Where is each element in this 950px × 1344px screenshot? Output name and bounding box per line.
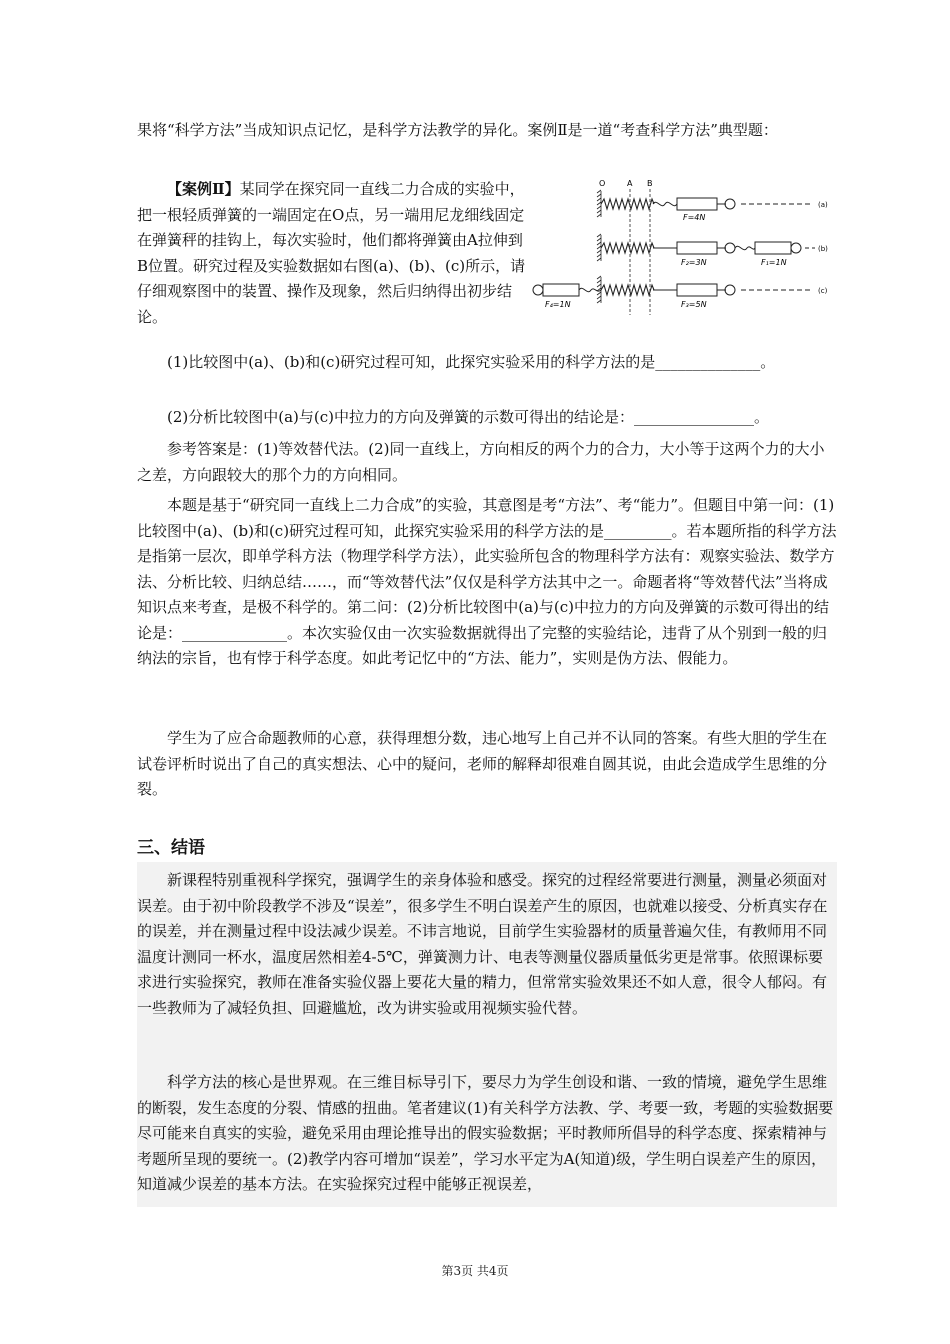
page-footer: 第3页 共4页 (441, 1264, 509, 1278)
intro-paragraph: 果将“科学方法”当成知识点记忆，是科学方法教学的异化。案例Ⅱ是一道“考查科学方法”典型题： (137, 121, 778, 139)
point-label-a: A (627, 179, 633, 188)
row-label-a: (a) (818, 201, 828, 209)
analysis-paragraph: 本题是基于“研究同一直线上二力合成”的实验，其意图是考“方法”、考“能力”。但题目中第一问：(1)比较图中(a)、(b)和(c)研究过程可知，此探究实验采用的科学方法的是_________。若本题所指的科学方法是指第一层次，即单学科方法（物理学科学方法），此实验所包含的物理科学方法有：观察实验法、数学方法、分析比较、归纳总结……，而“等效替代法”仅仅是科学方法其中之一。命题者将“等效替代法”当将成知识点来考查，是极不科学的。第二问：(2)分析比较图中(a)与(c)中拉力的方向及弹簧的示数可得出的结论是：______________。本次实验仅由一次实验数据就得出了完整的实验结论，违背了从个别到一般的归纳法的宗旨，也有悖于科学态度。如此考记忆中的“方法、能力”，实则是伪方法、假能力。 (137, 496, 837, 667)
row-label-b: (b) (818, 245, 828, 253)
section-heading: 三、结语 (137, 838, 205, 858)
force-label-f1: F₁=1N (761, 258, 787, 267)
force-label-f: F=4N (683, 213, 706, 222)
force-label-f3: F₃=5N (681, 300, 707, 309)
force-label-f2: F₂=3N (681, 258, 707, 267)
case-paragraph (137, 177, 527, 330)
force-label-f4: F₄=1N (545, 300, 571, 309)
students-paragraph: 学生为了应合命题教师的心意，获得理想分数，违心地写上自己并不认同的答案。有些大胆的学生在试卷评析时说出了自己的真实想法、心中的疑问，老师的解释却很难自圆其说，由此会造成学生思维的分裂。 (137, 729, 828, 798)
case-body: 某同学在探究同一直线二力合成的实验中，把一根轻质弹簧的一端固定在O点，另一端用尼龙细线固定在弹簧秤的挂钩上，每次实验时，他们都将弹簧由A拉伸到B位置。研究过程及实验数据如右图(a)、(b)、(c)所示，请仔细观察图中的装置、操作及现象，然后归纳得出初步结论。 (137, 180, 526, 326)
point-label-b: B (647, 179, 653, 188)
conclusion-paragraph-2: 科学方法的核心是世界观。在三维目标导引下，要尽力为学生创设和谐、一致的情境，避免学生思维的断裂，发生态度的分裂、情感的扭曲。笔者建议(1)有关科学方法教、学、考要一致，考题的实验数据要尽可能来自真实的实验，避免采用由理论推导出的假实验数据；平时教师所倡导的科学态度、探索精神与考题所呈现的要统一。(2)教学内容可增加“误差”，学习水平定为A(知道)级，学生明白误差产生的原因，知道减少误差的基本方法。在实验探究过程中能够正视误差， (137, 1073, 834, 1193)
question-1: (1)比较图中(a)、(b)和(c)研究过程可知，此探究实验采用的科学方法的是______________。 (167, 353, 776, 371)
reference-answer: 参考答案是：(1)等效替代法。(2)同一直线上，方向相反的两个力的合力，大小等于这两个力的大小之差，方向跟较大的那个力的方向相同。 (137, 440, 825, 484)
question-2: (2)分析比较图中(a)与(c)中拉力的方向及弹簧的示数可得出的结论是：________________。 (167, 408, 770, 426)
row-label-c: (c) (818, 287, 828, 295)
point-label-o: O (599, 179, 606, 188)
spring-experiment-figure (531, 177, 843, 327)
case-label: 【案例Ⅱ】 (167, 180, 240, 198)
conclusion-paragraph-1: 新课程特别重视科学探究，强调学生的亲身体验和感受。探究的过程经常要进行测量，测量必须面对误差。由于初中阶段教学不涉及“误差”，很多学生不明白误差产生的原因，也就难以接受、分析真实存在的误差，并在测量过程中设法减少误差。不讳言地说，目前学生实验器材的质量普遍欠佳，有教师用不同温度计测同一杯水，温度居然相差4-5℃，弹簧测力计、电表等测量仪器质量低劣更是常事。依照课标要求进行实验探究，教师在准备实验仪器上要花大量的精力，但常常实验效果还不如人意，很令人郁闷。有一些教师为了减轻负担、回避尴尬，改为讲实验或用视频实验代替。 (137, 871, 828, 1017)
